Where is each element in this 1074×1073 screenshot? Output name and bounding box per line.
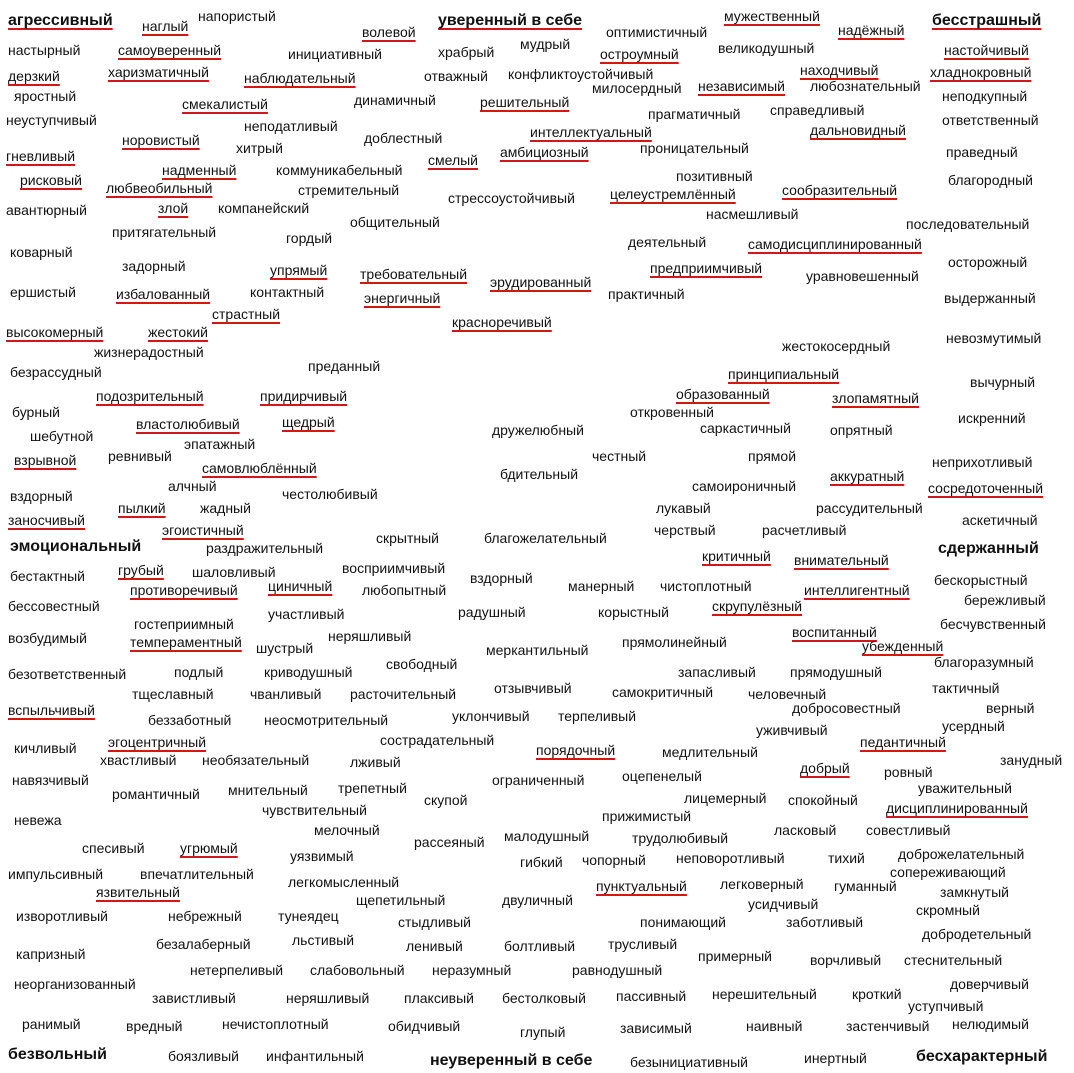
trait-word: ревнивый	[108, 448, 172, 464]
trait-word: последовательный	[906, 216, 1030, 232]
trait-word: участливый	[268, 606, 345, 622]
trait-word: язвительный	[96, 884, 180, 900]
trait-word: криводушный	[264, 664, 353, 680]
trait-word: инициативный	[288, 46, 382, 62]
trait-word: агрессивный	[8, 12, 113, 29]
trait-word: скрытный	[376, 530, 439, 546]
trait-word: мнительный	[228, 782, 308, 798]
trait-word: избалованный	[116, 286, 211, 302]
trait-word: шаловливый	[192, 564, 276, 580]
trait-word: бессовестный	[8, 598, 100, 614]
trait-word: чопорный	[582, 852, 646, 868]
trait-word: саркастичный	[700, 420, 791, 436]
trait-word: неуступчивый	[6, 112, 97, 128]
trait-word: самодисциплинированный	[748, 236, 922, 252]
trait-word: надменный	[162, 162, 237, 178]
trait-word: наблюдательный	[244, 70, 356, 86]
trait-word: амбициозный	[500, 144, 589, 160]
trait-word: инфантильный	[266, 1048, 364, 1064]
trait-word: кроткий	[852, 986, 902, 1002]
trait-word: тщеславный	[132, 686, 214, 702]
trait-word: спесивый	[82, 840, 145, 856]
trait-word: верный	[986, 700, 1035, 716]
trait-word: норовистый	[122, 132, 200, 148]
trait-word: рисковый	[20, 172, 82, 188]
trait-word: небрежный	[168, 908, 242, 924]
trait-word: доблестный	[364, 130, 443, 146]
trait-word: вычурный	[970, 374, 1036, 390]
trait-word: смекалистый	[182, 96, 268, 112]
trait-word: бесчувственный	[940, 616, 1046, 632]
trait-word: внимательный	[794, 552, 889, 568]
trait-word: самоироничный	[692, 478, 797, 494]
trait-word: невежа	[14, 812, 62, 828]
trait-word: самовлюблённый	[202, 460, 317, 476]
trait-word: волевой	[362, 24, 416, 40]
trait-word: энергичный	[364, 290, 441, 306]
trait-word: сосредоточенный	[928, 480, 1044, 496]
trait-word: скрупулёзный	[712, 598, 803, 614]
trait-word: образованный	[676, 386, 770, 402]
trait-word: дерзкий	[8, 68, 60, 84]
trait-word: неподкупный	[942, 88, 1028, 104]
trait-word: трепетный	[338, 780, 407, 796]
trait-word: высокомерный	[6, 324, 104, 340]
trait-word: яростный	[14, 88, 77, 104]
trait-word: неряшливый	[328, 628, 412, 644]
trait-word: жизнерадостный	[94, 344, 204, 360]
trait-word: стремительный	[298, 182, 400, 198]
trait-word: раздражительный	[206, 540, 324, 556]
trait-word: пассивный	[616, 988, 687, 1004]
trait-word: деятельный	[628, 234, 707, 250]
trait-word: напористый	[198, 8, 276, 24]
trait-word: взрывной	[14, 452, 77, 468]
trait-word: неподатливый	[244, 118, 338, 134]
trait-word: великодушный	[718, 40, 815, 56]
trait-word: щедрый	[282, 414, 335, 430]
trait-word: малодушный	[504, 828, 590, 844]
trait-word: впечатлительный	[140, 866, 254, 882]
trait-word: любопытный	[362, 582, 447, 598]
trait-word: справедливый	[770, 102, 865, 118]
trait-word: оцепенелый	[622, 768, 702, 784]
trait-word: уравновешенный	[806, 268, 919, 284]
trait-word: импульсивный	[8, 866, 104, 882]
trait-word: темпераментный	[130, 634, 242, 650]
trait-word: общительный	[350, 214, 440, 230]
trait-word: компанейский	[218, 200, 310, 216]
trait-word: шустрый	[256, 640, 314, 656]
trait-word: коварный	[10, 244, 73, 260]
trait-word: бережливый	[964, 592, 1046, 608]
trait-word: радушный	[458, 604, 526, 620]
trait-word: рассеяный	[414, 834, 485, 850]
trait-word: педантичный	[860, 734, 946, 750]
trait-word: отважный	[424, 68, 488, 84]
trait-word: циничный	[268, 578, 333, 594]
trait-word: черствый	[654, 522, 716, 538]
trait-word: противоречивый	[130, 582, 238, 598]
trait-word: злой	[158, 200, 189, 216]
trait-word: контактный	[250, 284, 325, 300]
trait-word: чистоплотный	[660, 578, 752, 594]
trait-word: страстный	[212, 306, 281, 322]
trait-word: бестолковый	[502, 990, 586, 1006]
trait-word: притягательный	[112, 224, 217, 240]
trait-word: чувствительный	[262, 802, 367, 818]
trait-word: порядочный	[536, 742, 616, 758]
trait-word: настырный	[8, 42, 81, 58]
trait-word: мелочный	[314, 822, 380, 838]
trait-word: глупый	[520, 1024, 566, 1040]
trait-word: безалаберный	[156, 936, 251, 952]
trait-word: эгоистичный	[162, 522, 244, 538]
trait-word: двуличный	[502, 892, 573, 908]
trait-word: скупой	[424, 792, 468, 808]
trait-word: мужественный	[724, 8, 820, 24]
trait-word: неповоротливый	[676, 850, 785, 866]
trait-word: прагматичный	[648, 106, 741, 122]
trait-word: понимающий	[640, 914, 726, 930]
trait-word: легкомысленный	[288, 874, 400, 890]
trait-word: трудолюбивый	[632, 830, 729, 846]
trait-word: капризный	[16, 946, 86, 962]
trait-word: безынициативный	[630, 1054, 748, 1070]
trait-word: прямолинейный	[622, 634, 727, 650]
trait-word: занудный	[1000, 752, 1063, 768]
trait-word: безрассудный	[10, 364, 102, 380]
trait-word: доброжелательный	[898, 846, 1025, 862]
trait-word: ленивый	[406, 938, 463, 954]
trait-word: эгоцентричный	[108, 734, 207, 750]
trait-word: ответственный	[942, 112, 1039, 128]
trait-word: опрятный	[830, 422, 893, 438]
trait-word: прямодушный	[790, 664, 882, 680]
trait-word: уверенный в себе	[438, 12, 583, 29]
trait-word: неорганизованный	[14, 976, 136, 992]
trait-word: целеустремлённый	[610, 186, 736, 202]
trait-word: сопереживающий	[890, 864, 1006, 880]
trait-word: восприимчивый	[342, 560, 446, 576]
trait-word: тихий	[828, 850, 865, 866]
trait-word: праведный	[946, 144, 1018, 160]
trait-word: меркантильный	[486, 642, 589, 658]
trait-word: совестливый	[866, 822, 951, 838]
trait-word: оптимистичный	[606, 24, 708, 40]
trait-word: наивный	[746, 1018, 803, 1034]
trait-word: примерный	[698, 948, 772, 964]
trait-word: стрессоустойчивый	[448, 190, 575, 206]
trait-word: бдительный	[500, 466, 579, 482]
trait-word: проницательный	[640, 140, 749, 156]
trait-word: жестокий	[148, 324, 208, 340]
trait-word: убежденный	[862, 638, 944, 654]
trait-word: гордый	[286, 230, 333, 246]
trait-word: грубый	[118, 562, 164, 578]
trait-word: благоразумный	[934, 654, 1034, 670]
trait-word: медлительный	[662, 744, 758, 760]
trait-word: льстивый	[292, 932, 355, 948]
trait-word: ласковый	[774, 822, 837, 838]
trait-word: жадный	[200, 500, 251, 516]
trait-word: манерный	[568, 578, 635, 594]
trait-word: практичный	[608, 286, 685, 302]
trait-word: пунктуальный	[596, 878, 687, 894]
trait-word: эмоциональный	[10, 538, 142, 555]
trait-word: конфликтоустойчивый	[508, 66, 654, 82]
trait-word: хладнокровный	[930, 64, 1032, 80]
trait-word: подлый	[174, 664, 224, 680]
trait-word: уступчивый	[908, 998, 984, 1014]
trait-word: нелюдимый	[952, 1016, 1029, 1032]
trait-word: уважительный	[918, 780, 1012, 796]
trait-word: настойчивый	[944, 42, 1029, 58]
trait-word: легковерный	[720, 876, 804, 892]
trait-word: необязательный	[202, 752, 310, 768]
trait-word: находчивый	[800, 62, 879, 78]
trait-word: расчетливый	[762, 522, 847, 538]
trait-word: дальновидный	[810, 122, 906, 138]
trait-word: угрюмый	[180, 840, 238, 856]
trait-word: властолюбивый	[136, 416, 240, 432]
trait-word: зависимый	[620, 1020, 692, 1036]
trait-word: храбрый	[438, 44, 495, 60]
trait-word: интеллектуальный	[530, 124, 652, 140]
trait-word: алчный	[168, 478, 217, 494]
trait-word: сострадательный	[380, 732, 495, 748]
trait-word: возбудимый	[8, 630, 87, 646]
trait-word: любвеобильный	[106, 180, 213, 196]
trait-word: обидчивый	[388, 1018, 461, 1034]
trait-word: жестокосердный	[782, 338, 891, 354]
trait-word: коммуникабельный	[276, 162, 403, 178]
trait-word: лицемерный	[684, 790, 767, 806]
trait-word: требовательный	[360, 266, 468, 282]
trait-word: осторожный	[948, 254, 1028, 270]
trait-word: гуманный	[834, 878, 897, 894]
trait-word: уклончивый	[452, 708, 530, 724]
trait-word: наглый	[142, 18, 189, 34]
trait-word: самоуверенный	[118, 42, 222, 58]
trait-word: слабовольный	[310, 962, 405, 978]
trait-word: плаксивый	[404, 990, 474, 1006]
trait-word: задорный	[122, 258, 186, 274]
trait-word: трусливый	[608, 936, 678, 952]
trait-word: благородный	[948, 172, 1033, 188]
trait-word: ворчливый	[810, 952, 882, 968]
trait-word: ограниченный	[492, 772, 585, 788]
trait-word: замкнутый	[940, 884, 1009, 900]
trait-word: лживый	[350, 754, 401, 770]
trait-word: уживчивый	[756, 722, 828, 738]
trait-word: нечистоплотный	[222, 1016, 329, 1032]
trait-word: смелый	[428, 152, 478, 168]
trait-word: честолюбивый	[282, 486, 378, 502]
trait-word: усидчивый	[748, 896, 819, 912]
trait-word: дружелюбный	[492, 422, 584, 438]
trait-word: красноречивый	[452, 314, 552, 330]
trait-word: милосердный	[592, 80, 682, 96]
trait-word: стыдливый	[398, 914, 471, 930]
trait-word: гневливый	[6, 148, 76, 164]
trait-word: эрудированный	[490, 274, 592, 290]
trait-word: эпатажный	[184, 436, 256, 452]
trait-word: неосмотрительный	[264, 712, 389, 728]
trait-word: безответственный	[8, 666, 127, 682]
trait-word: лукавый	[656, 500, 711, 516]
trait-word: вздорный	[10, 488, 73, 504]
trait-word: шебутной	[30, 428, 94, 444]
trait-word: завистливый	[152, 990, 236, 1006]
trait-word: упрямый	[270, 262, 328, 278]
trait-word: расточительный	[350, 686, 457, 702]
trait-word: любознательный	[810, 78, 921, 94]
trait-word: свободный	[386, 656, 458, 672]
trait-word: решительный	[480, 94, 570, 110]
trait-word: сдержанный	[938, 540, 1039, 557]
trait-word: авантюрный	[6, 202, 87, 218]
trait-word: воспитанный	[792, 624, 877, 640]
trait-word: честный	[592, 448, 647, 464]
trait-word: добросовестный	[792, 700, 901, 716]
trait-word: навязчивый	[12, 772, 89, 788]
trait-word: беззаботный	[148, 712, 232, 728]
trait-word: корыстный	[598, 604, 669, 620]
trait-word: чванливый	[250, 686, 322, 702]
trait-word: невозмутимый	[946, 330, 1042, 346]
trait-word: щепетильный	[356, 892, 446, 908]
trait-word: нетерпеливый	[190, 962, 284, 978]
trait-word: скромный	[916, 902, 980, 918]
trait-word: придирчивый	[260, 388, 348, 404]
trait-word: неразумный	[432, 962, 512, 978]
trait-word: благожелательный	[484, 530, 607, 546]
trait-word: нерешительный	[712, 986, 817, 1002]
trait-word: изворотливый	[16, 908, 108, 924]
trait-word: заботливый	[786, 914, 864, 930]
trait-word: усердный	[942, 718, 1005, 734]
trait-word: заносчивый	[8, 512, 85, 528]
trait-word: аскетичный	[962, 512, 1038, 528]
trait-word: хитрый	[236, 140, 283, 156]
trait-word: бесстрашный	[932, 12, 1042, 29]
trait-word: уязвимый	[290, 848, 354, 864]
trait-word: кичливый	[14, 740, 77, 756]
trait-word: дисциплинированный	[886, 800, 1028, 816]
trait-word: остроумный	[600, 46, 679, 62]
trait-word: динамичный	[354, 92, 436, 108]
trait-word: хвастливый	[100, 752, 177, 768]
trait-word: инертный	[804, 1050, 867, 1066]
trait-word: безвольный	[8, 1046, 107, 1063]
trait-word: гостеприимный	[134, 616, 234, 632]
trait-word: независимый	[698, 78, 786, 94]
trait-word: человечный	[748, 686, 827, 702]
trait-word: самокритичный	[612, 684, 714, 700]
trait-word: предприимчивый	[650, 260, 763, 276]
trait-word: тунеядец	[278, 908, 339, 924]
trait-word: болтливый	[504, 938, 576, 954]
trait-word: рассудительный	[816, 500, 923, 516]
trait-word: отзывчивый	[494, 680, 572, 696]
trait-word: харизматичный	[108, 64, 209, 80]
trait-word: стеснительный	[904, 952, 1003, 968]
trait-word: позитивный	[676, 168, 753, 184]
trait-word: бурный	[12, 404, 60, 420]
trait-word: добрый	[800, 760, 850, 776]
trait-word: откровенный	[630, 404, 714, 420]
trait-word: терпеливый	[558, 708, 637, 724]
trait-word: выдержанный	[944, 290, 1036, 306]
trait-word: бесхарактерный	[916, 1048, 1048, 1065]
trait-word: ранимый	[22, 1016, 81, 1032]
trait-word: доверчивый	[950, 976, 1029, 992]
trait-word: неуверенный в себе	[430, 1052, 593, 1069]
trait-word: неряшливый	[286, 990, 370, 1006]
trait-word: критичный	[702, 548, 771, 564]
trait-word: гибкий	[520, 854, 563, 870]
trait-word: вздорный	[470, 570, 533, 586]
trait-word: ершистый	[10, 284, 76, 300]
trait-word: надёжный	[838, 22, 905, 38]
trait-word: ровный	[884, 764, 933, 780]
trait-word: мудрый	[520, 36, 571, 52]
trait-word: преданный	[308, 358, 381, 374]
trait-word: вспыльчивый	[8, 702, 95, 718]
trait-word: добродетельный	[922, 926, 1032, 942]
trait-word: бескорыстный	[934, 572, 1028, 588]
trait-word: застенчивый	[846, 1018, 930, 1034]
trait-word: бестактный	[10, 568, 85, 584]
trait-word: прижимистый	[602, 808, 692, 824]
trait-word: насмешливый	[706, 206, 799, 222]
trait-word: запасливый	[678, 664, 756, 680]
trait-word: прямой	[748, 448, 797, 464]
trait-word: злопамятный	[832, 390, 919, 406]
trait-word: равнодушный	[572, 962, 663, 978]
trait-word: боязливый	[168, 1048, 239, 1064]
trait-word: интеллигентный	[804, 582, 910, 598]
trait-word: сообразительный	[782, 182, 898, 198]
trait-word: тактичный	[932, 680, 1000, 696]
trait-word: спокойный	[788, 792, 858, 808]
trait-word: принципиальный	[728, 366, 840, 382]
trait-word: подозрительный	[96, 388, 204, 404]
trait-word: искренний	[958, 410, 1026, 426]
trait-word: пылкий	[118, 500, 166, 516]
trait-word: неприхотливый	[932, 454, 1033, 470]
trait-word: аккуратный	[830, 468, 905, 484]
trait-word: романтичный	[112, 786, 200, 802]
trait-word: вредный	[126, 1018, 183, 1034]
